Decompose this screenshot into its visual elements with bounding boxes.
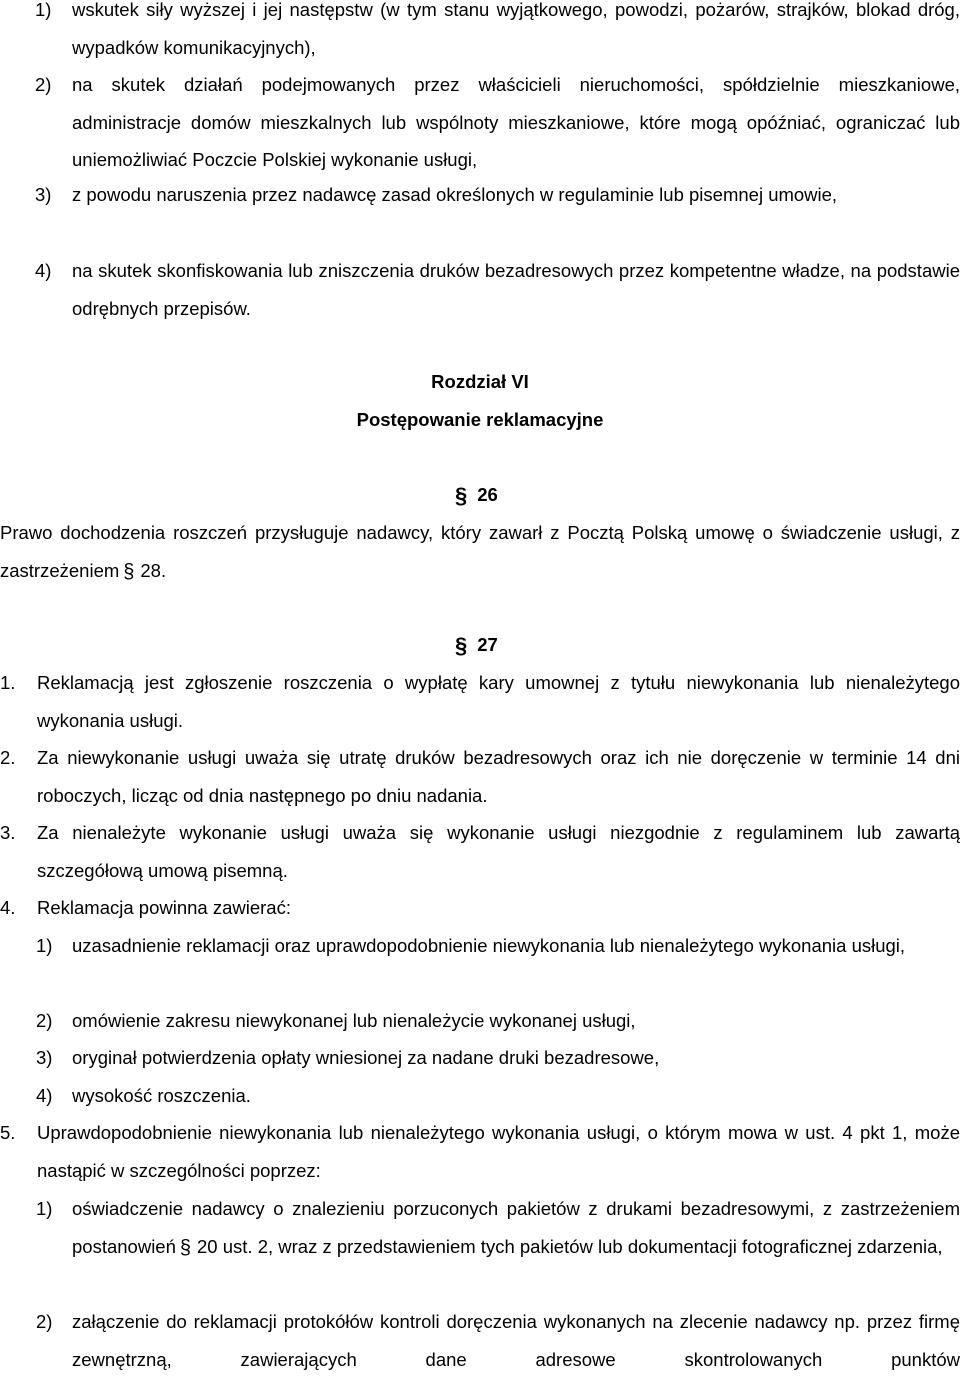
list-item [35, 252, 960, 327]
list-item [35, 66, 960, 179]
list-item-number: 2) [35, 74, 52, 95]
point-number: 1. [0, 672, 16, 693]
paragraph-text-main: Prawo dochodzenia roszczeń przysługuje nadawcy, który zawarł z Pocztą Polską umowę o świadczenie usługi, z zastrzeżeniem [0, 522, 960, 581]
point-text: Reklamacja powinna zawierać: [37, 897, 291, 918]
list-item-text: wysokość roszczenia. [72, 1085, 251, 1106]
point-text: Reklamacją jest zgłoszenie roszczenia o wypłatę kary umownej z tytułu niewykonania lub nienależytego wykonania usługi. [37, 672, 960, 731]
list-item [36, 1039, 960, 1077]
list-item-number: 3) [35, 184, 52, 205]
paragraph-number: 27 [477, 634, 498, 655]
list-item-number: 1) [36, 935, 53, 956]
list-item-text: wskutek siły wyższej i jej następstw (w tym stanu wyjątkowego, powodzi, pożarów, strajków, blokad dróg, wypadków komunikacyjnych), [72, 0, 960, 58]
point-number: 3. [0, 822, 16, 843]
list-item-text: oryginał potwierdzenia opłaty wniesionej za nadane druki bezadresowe, [72, 1047, 660, 1068]
list-item-number: 1) [36, 1198, 53, 1219]
chapter-number: Rozdział VI [431, 371, 529, 392]
list-item-number: 1) [35, 0, 52, 20]
list-item-text: na skutek skonfiskowania lub zniszczenia druków bezadresowych przez kompetentne władze, na podstawie odrębnych przepisów. [72, 260, 960, 319]
paragraph-heading [455, 634, 498, 657]
list-item-text: z powodu naruszenia przez nadawcę zasad określonych w regulaminie lub pisemnej umowie, [72, 184, 838, 205]
list-item [36, 1190, 960, 1265]
numbered-point [0, 664, 960, 739]
point-text: Uprawdopodobnienie niewykonania lub nienależytego wykonania usługi, o którym mowa w ust. 4 pkt 1, może nastąpić w szczególności poprzez: [37, 1122, 960, 1181]
list-item-text: uzasadnienie reklamacji oraz uprawdopodobnienie niewykonania lub nienależytego wykonania usługi, [72, 935, 906, 956]
section-sign: § [455, 633, 468, 658]
list-item [36, 1077, 960, 1115]
numbered-point [0, 814, 960, 889]
paragraph-number: 26 [477, 484, 498, 505]
point-text: Za niewykonanie usługi uważa się utratę druków bezadresowych oraz ich nie doręczenie w terminie 14 dni roboczych, licząc od dnia następnego po dniu nadania. [37, 747, 960, 806]
list-item-number: 2) [36, 1311, 53, 1332]
list-item-number: 3) [36, 1047, 53, 1068]
paragraph-text [0, 514, 960, 589]
numbered-point [0, 1114, 960, 1189]
section-sign: § [179, 1236, 192, 1259]
list-item-text-cont: 20 ust. 2, wraz z przedstawieniem tych pakietów lub dokumentacji fotograficznej zdarzenia, [197, 1235, 943, 1257]
section-sign: § [123, 560, 135, 583]
list-item [35, 176, 960, 214]
list-item-text: omówienie zakresu niewykonanej lub nienależycie wykonanej usługi, [72, 1010, 636, 1031]
point-number: 2. [0, 747, 16, 768]
point-number: 4. [0, 897, 16, 918]
point-text: Za nienależyte wykonanie usługi uważa się wykonanie usługi niezgodnie z regulaminem lub zawartą szczegółową umową pisemną. [37, 822, 960, 881]
list-item [36, 927, 960, 965]
list-item-number: 4) [35, 260, 52, 281]
list-item-text: oświadczenie nadawcy o znalezieniu porzuconych pakietów z drukami bezadresowymi, z zastrzeżeniem postanowień [72, 1198, 960, 1257]
chapter-title: Postępowanie reklamacyjne [356, 409, 604, 430]
point-number: 5. [0, 1122, 16, 1143]
list-item-number: 2) [36, 1010, 53, 1031]
list-item [35, 0, 960, 66]
list-item-text: załączenie do reklamacji protokółów kontroli doręczenia wykonanych na zlecenie nadawcy np. przez firmę zewnętrzną, zawierających dane adresowe skontrolowanych punktów [72, 1311, 960, 1370]
list-item-text: na skutek działań podejmowanych przez właścicieli nieruchomości, spółdzielnie mieszkaniowe, administracje domów mieszkalnych lub wspólnoty mieszkaniowe, które mogą opóźniać, ograniczać lub uniemożliwiać Poczcie Polskiej wykonanie usługi, [72, 74, 960, 170]
numbered-point [0, 739, 960, 814]
section-sign: § [455, 483, 468, 508]
paragraph-heading [455, 484, 498, 507]
list-item [36, 1303, 960, 1378]
list-item [36, 1002, 960, 1040]
numbered-point [0, 889, 960, 927]
list-item-number: 4) [36, 1085, 53, 1106]
section-ref: 28. [140, 559, 167, 581]
